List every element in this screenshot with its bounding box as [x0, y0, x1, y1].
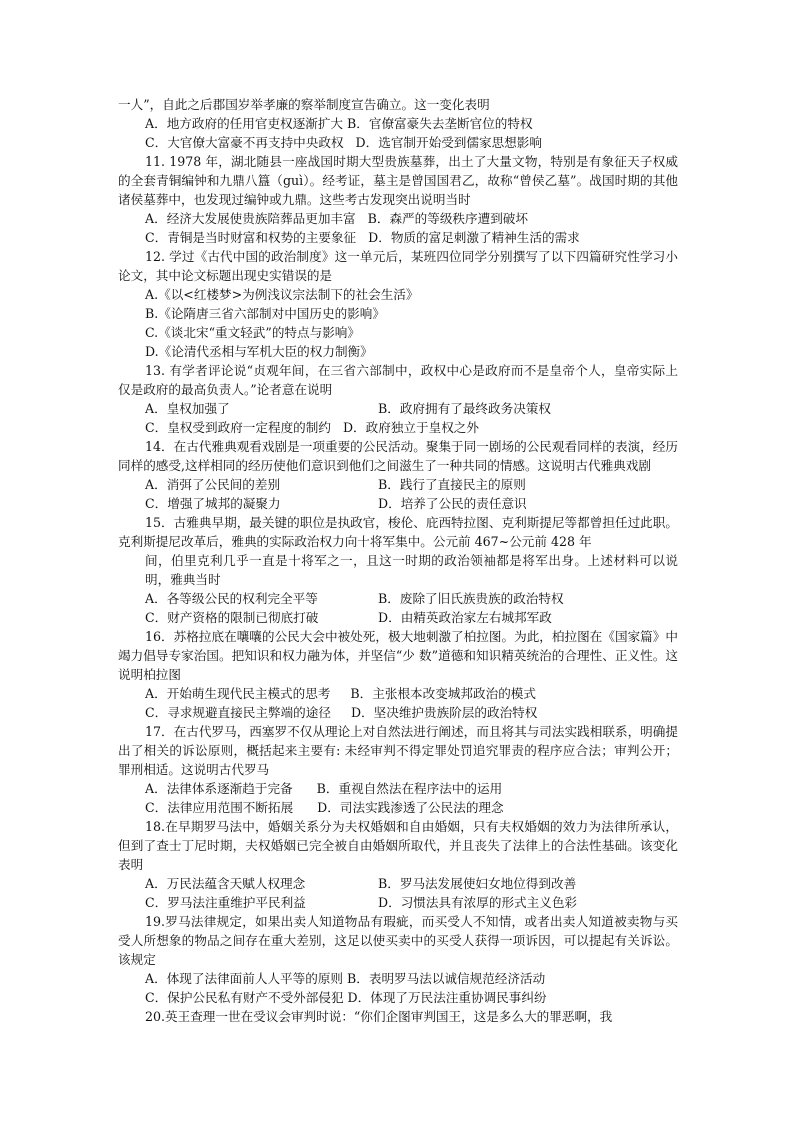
answer-options-line: C．法律应用范围不断拓展 D．司法实践渗透了公民法的理念 — [145, 800, 504, 815]
answer-options-row — [118, 608, 678, 627]
answer-options-line: C．寻求规避直接民主弊端的途径 D．坚决维护贵族阶层的政治特权 — [145, 705, 538, 720]
question-paragraph: 18.在早期罗马法中，婚姻关系分为夫权婚姻和自由婚姻，只有夫权婚姻的效力为法律所承认，但到了查士丁尼时期，夫权婚姻已完全被自由婚姻所取代，并且丧失了法律上的合法性基础。该变化表明 — [118, 819, 678, 872]
question-paragraph: 11. 1978 年，湖北随县一座战国时期大型贵族墓葬，出土了大量文物，特别是有象征天子权威的全套青铜编钟和九鼎八簋（guì）。经考证，墓主是曾国国君乙，故称“曾侯乙墓”。战国时期的其他诸侯墓葬中，也发现过编钟或九鼎。这些考古发现突出说明当时 — [118, 154, 678, 207]
answer-option: D．培养了公民的责任意识 — [378, 496, 527, 511]
answer-option: C．罗马法注重维护平民利益 — [145, 895, 306, 910]
answer-options-line: C．保护公民私有财产不受外部侵犯 D．体现了万民法注重协调民事纠纷 — [145, 990, 547, 1005]
answer-options-line: A．法律体系逐渐趋于完备 B．重视自然法在程序法中的运用 — [145, 781, 503, 796]
answer-options-row — [118, 475, 678, 494]
answer-options-line: C．大官僚大富豪不再支持中央政权 D．选官制开始受到儒家思想影响 — [145, 135, 542, 150]
question-paragraph: 20.英王查理一世在受议会审判时说：“你们企图审判国王，这是多么大的罪恶啊，我 — [145, 1009, 613, 1024]
question-paragraph: 19.罗马法律规定，如果出卖人知道物品有瑕疵，而买受人不知情，或者出卖人知道被卖物与买受人所想象的物品之间存在重大差别，这足以使买卖中的买受人获得一项诉因，可以提起有关诉讼。该规定 — [118, 914, 678, 967]
answer-option: C．财产资格的限制已彻底打破 — [145, 610, 319, 625]
answer-options-line: C．青铜是当时财富和权势的主要象征 D．物质的富足刺激了精神生活的需求 — [145, 230, 580, 245]
question-paragraph: 14．在古代雅典观看戏剧是一项重要的公民活动。聚集于同一剧场的公民观看同样的表演，经历同样的感受,这样相同的经历使他们意识到他们之间滋生了一种共同的情感。这说明古代雅典戏剧 — [118, 439, 678, 473]
question-paragraph: 15．古雅典早期，最关键的职位是执政官，梭伦、庇西特拉图、克利斯提尼等都曾担任过此职。克利斯提尼改革后，雅典的实际政治权力向十将军集中。公元前 467~公元前 428 年 — [118, 515, 678, 549]
question-paragraph: 17．在古代罗马，西塞罗不仅从理论上对自然法进行阐述，而且将其与司法实践相联系，明确提出了相关的诉讼原则，概括起来主要有: 未经审判不得定罪处罚追究罪责的程序应合法；审判公开；罪刑相适。这说明古代罗马 — [118, 724, 678, 777]
answer-option: B．罗马法发展使妇女地位得到改善 — [378, 876, 577, 891]
answer-options-line: A．开始萌生现代民主模式的思考 B．主张根本改变城邦政治的模式 — [145, 686, 536, 701]
answer-options-row — [118, 893, 678, 912]
answer-options-line: A．经济大发展使贵族陪葬品更加丰富 B．森严的等级秩序遭到破坏 — [145, 211, 528, 226]
question-continuation: 间，伯里克利几乎一直是十将军之一，且这一时期的政治领袖都是将军出身。上述材料可以说明，雅典当时 — [145, 553, 678, 587]
answer-option: C．增强了城邦的凝聚力 — [145, 496, 281, 511]
answer-options-line: A．体现了法律面前人人平等的原则 B．表明罗马法以诚信规范经济活动 — [145, 971, 546, 986]
answer-options-line: A.《以<红楼梦>为例浅议宗法制下的社会生活》 — [145, 287, 419, 302]
question-paragraph: 12. 学过《古代中国的政治制度》这一单元后，某班四位同学分别撰写了以下四篇研究性学习小论文，其中论文标题出现史实错误的是 — [118, 249, 678, 283]
question-paragraph: 一人”，自此之后郡国岁举孝廉的察举制度宣告确立。这一变化表明 — [118, 97, 490, 112]
answer-options-line: A．地方政府的任用官吏权逐渐扩大 B．官僚富豪失去垄断官位的特权 — [145, 116, 533, 131]
answer-option: A．消弭了公民间的差别 — [145, 477, 281, 492]
answer-option: B．政府拥有了最终政务决策权 — [378, 401, 551, 416]
answer-options-row — [118, 494, 678, 513]
question-paragraph: 16．苏格拉底在嚷嚷的公民大会中被处死，极大地刺激了柏拉图。为此，柏拉图在《国家篇》中竭力倡导专家治国。把知识和权力融为体，并坚信“少 数”道德和知识精英统治的合理性、正义性。这说明柏拉图 — [118, 629, 678, 682]
answer-option: B．废除了旧氏族贵族的政治特权 — [378, 591, 564, 606]
answer-options-line: C．皇权受到政府一定程度的制约 D．政府独立于皇权之外 — [145, 420, 479, 435]
document-page — [118, 95, 678, 1026]
answer-options-line: B.《论隋唐三省六部制对中国历史的影响》 — [145, 306, 385, 321]
answer-options-line: D.《论清代丞相与军机大臣的权力制衡》 — [145, 344, 373, 359]
answer-option: A．万民法蕴含天赋人权理念 — [145, 876, 306, 891]
answer-option: A．皇权加强了 — [145, 401, 230, 416]
answer-option: D．由精英政治家左右城邦军政 — [378, 610, 552, 625]
answer-options-line: C.《谈北宋“重文轻武”的特点与影响》 — [145, 325, 360, 340]
answer-options-row — [118, 399, 678, 418]
question-paragraph: 13. 有学者评论说“贞观年间，在三省六部制中，政权中心是政府而不是皇帝个人，皇帝实际上仅是政府的最高负责人。”论者意在说明 — [118, 363, 678, 397]
answer-option: B．践行了直接民主的原则 — [378, 477, 526, 492]
answer-option: A．各等级公民的权利完全平等 — [145, 591, 318, 606]
answer-options-row — [118, 589, 678, 608]
answer-options-row — [118, 874, 678, 893]
answer-option: D．习惯法具有浓厚的形式主义色彩 — [378, 895, 578, 910]
